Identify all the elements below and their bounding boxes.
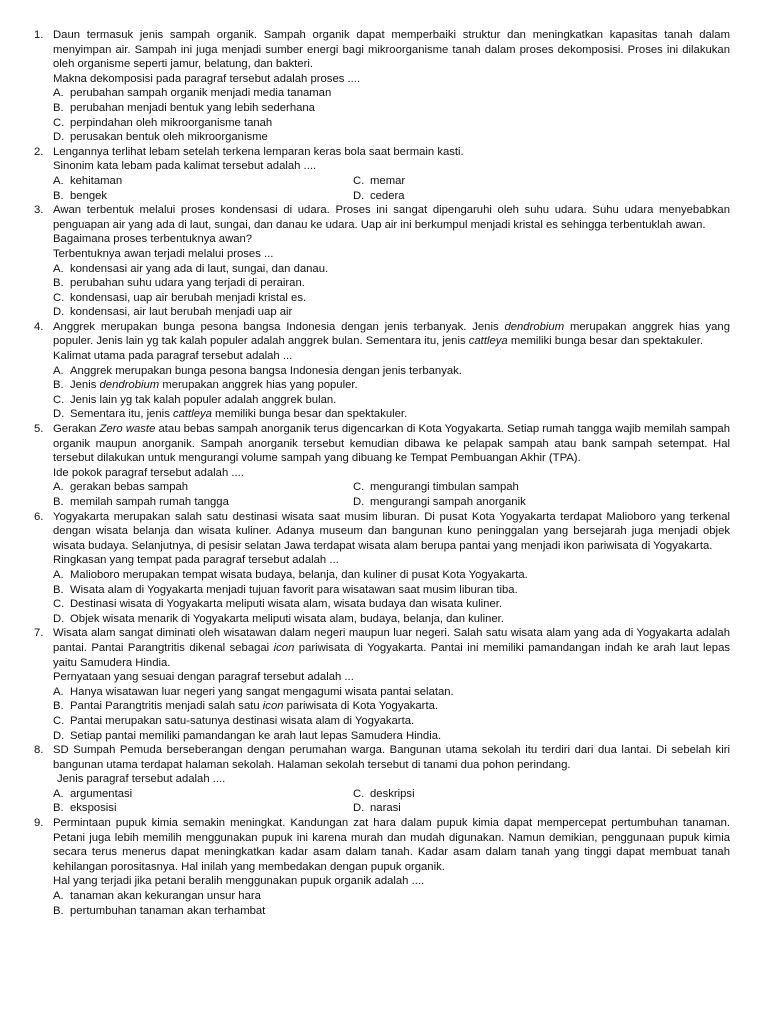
question-prompt: Hal yang terjadi jika petani beralih menggunakan pupuk organik adalah .... xyxy=(53,875,425,888)
option-b[interactable] xyxy=(53,699,730,714)
option-label: A. xyxy=(53,87,64,100)
option-label: A. xyxy=(53,262,64,275)
italic-term: cattleya xyxy=(468,335,508,348)
question-prompt: Ringkasan yang tempat pada paragraf tersebut adalah ... xyxy=(53,554,339,567)
option-d[interactable] xyxy=(53,305,730,320)
option-list xyxy=(53,364,730,422)
option-label: A. xyxy=(53,890,64,903)
question-number: 2. xyxy=(34,145,44,158)
option-label: A. xyxy=(53,685,64,698)
option-text: Anggrek merupakan bunga pesona bangsa Indonesia dengan jenis terbanyak. xyxy=(70,364,462,377)
option-label: C. xyxy=(53,598,65,611)
question-number: 3. xyxy=(34,204,44,217)
italic-term: cattleya xyxy=(172,408,212,421)
option-list xyxy=(53,262,730,320)
italic-term: Zero waste xyxy=(99,423,156,436)
option-a[interactable] xyxy=(53,889,730,904)
passage-text: Gerakan xyxy=(53,423,100,436)
option-label: C. xyxy=(353,174,365,187)
option-label: B. xyxy=(53,802,64,815)
option-label: A. xyxy=(53,568,64,581)
italic-term: dendrobium xyxy=(504,320,565,333)
option-text: kondensasi, uap air berubah menjadi kristal es. xyxy=(70,291,307,304)
question-prompt: Pernyataan yang sesuai dengan paragraf tersebut adalah ... xyxy=(53,671,354,684)
option-label: A. xyxy=(53,174,64,187)
option-text: kondensasi air yang ada di laut, sungai, dan danau. xyxy=(70,262,329,275)
option-label: C. xyxy=(353,787,365,800)
passage-text: merupakan anggrek hias yang populer. Jenis lain yg tak kalah populer adalah anggrek bulan. Sementara itu, jenis xyxy=(53,320,730,348)
option-b[interactable] xyxy=(53,495,353,510)
option-text: Setiap pantai memiliki pamandangan ke arah laut lepas Samudera Hindia. xyxy=(70,729,442,742)
question-4 xyxy=(0,320,768,422)
question-5 xyxy=(0,422,768,510)
option-c[interactable] xyxy=(353,480,730,495)
exam-sheet xyxy=(0,28,768,918)
question-prompt: Ide pokok paragraf tersebut adalah .... xyxy=(53,466,244,479)
option-c[interactable] xyxy=(53,597,730,612)
question-passage: Awan terbentuk melalui proses kondensasi di udara. Proses ini sangat dipengaruhi oleh suhu udara. Suhu udara menyebabkan penguapan air yang ada di laut, sungai, dan danau ke udara. Uap air ini berkumpul menjadi kristal es sehingga terbentuklah awan. xyxy=(53,204,730,231)
option-text: pariwisata di Kota Yogyakarta. xyxy=(283,700,439,713)
question-number: 5. xyxy=(34,423,44,436)
option-text: bengek xyxy=(70,189,108,202)
option-label: B. xyxy=(53,101,64,114)
option-text: Objek wisata menarik di Yogyakarta meliputi wisata alam, budaya, belanja, dan kuliner. xyxy=(70,612,504,625)
option-a[interactable] xyxy=(53,685,730,700)
option-text: Sementara itu, jenis xyxy=(70,408,173,421)
option-label: A. xyxy=(53,787,64,800)
option-text: pertumbuhan tanaman akan terhambat xyxy=(70,904,266,917)
option-label: D. xyxy=(53,612,65,625)
question-7 xyxy=(0,626,768,743)
option-a[interactable] xyxy=(53,568,730,583)
option-a[interactable] xyxy=(53,480,353,495)
option-b[interactable] xyxy=(53,189,353,204)
question-passage: SD Sumpah Pemuda berseberangan dengan perumahan warga. Bangunan utama sekolah itu terdiri dari dua lantai. Di sebelah kiri bangunan utama terdapat halaman sekolah. Halaman sekolah tersebut di tanami dua pohon perindang. xyxy=(53,744,730,771)
option-text: mengurangi sampah anorganik xyxy=(370,496,526,508)
option-text: cedera xyxy=(370,189,405,202)
option-text: deskripsi xyxy=(370,787,415,800)
option-label: B. xyxy=(53,583,64,596)
option-text: kehitaman xyxy=(70,174,123,187)
option-text: argumentasi xyxy=(70,787,133,800)
option-label: C. xyxy=(53,116,65,129)
passage-text: Wisata alam sangat diminati oleh wisatawan dalam negeri maupun luar negeri. Salah satu wisata alam yang ada di Yogyakarta adalah pantai. Pantai Parangtritis dikenal sebagai xyxy=(53,627,730,654)
option-c[interactable] xyxy=(53,393,730,408)
question-8 xyxy=(0,743,768,816)
option-text: Pantai Parangtritis menjadi salah satu xyxy=(70,700,263,713)
question-passage: Yogyakarta merupakan salah satu destinasi wisata saat musim liburan. Di pusat Kota Yogyakarta terdapat Malioboro yang terkenal dengan wisata belanja dan wisata kuliner. Adanya museum dan bangunan kuno peninggalan yang bersejarah juga menjadi objek wisata budaya. Selanjutnya, di pesisir selatan Jawa terdapat wisata alam berupa pantai yang menjadi ikon pariwisata di Yogyakarta. xyxy=(53,510,730,552)
option-d[interactable] xyxy=(353,189,730,204)
option-label: C. xyxy=(53,393,65,406)
question-prompt: Kalimat utama pada paragraf tersebut adalah ... xyxy=(53,350,293,363)
option-text: memiliki bunga besar dan spektakuler. xyxy=(211,408,408,421)
question-2 xyxy=(0,145,768,203)
italic-term: icon xyxy=(262,700,284,713)
option-a[interactable] xyxy=(53,86,730,101)
option-label: D. xyxy=(353,496,365,508)
question-number: 7. xyxy=(34,627,44,640)
question-prompt: Bagaimana proses terbentuknya awan? xyxy=(53,233,253,246)
option-d[interactable] xyxy=(53,612,730,627)
option-b[interactable] xyxy=(53,101,730,116)
question-number: 9. xyxy=(34,817,44,830)
option-b[interactable] xyxy=(53,378,730,393)
option-text: perusakan bentuk oleh mikroorganisme xyxy=(70,131,268,144)
question-passage: Permintaan pupuk kimia semakin meningkat. Kandungan zat hara dalam pupuk kimia dapat mempercepat pertumbuhan tanaman. Petani juga lebih memilih menggunakan pupuk ini karena murah dan mudah digunakan. Namun demikian, penggunaan pupuk kimia secara terus menerus dapat meningkatkan kadar asam dalam tanah. Kadar asam dalam tanah yang tinggi dapat membuat tanah kehilangan porositasnya. Hal inilah yang membedakan dengan pupuk organik. xyxy=(53,817,730,873)
option-text: Pantai merupakan satu-satunya destinasi wisata alam di Yogyakarta. xyxy=(70,714,415,727)
option-d[interactable] xyxy=(353,801,730,816)
question-number: 1. xyxy=(34,29,44,41)
option-b[interactable] xyxy=(53,276,730,291)
option-b[interactable] xyxy=(53,801,353,816)
option-text: mengurangi timbulan sampah xyxy=(370,481,519,494)
option-text: perpindahan oleh mikroorganisme tanah xyxy=(70,116,273,129)
question-number: 4. xyxy=(34,320,44,333)
option-text: tanaman akan kekurangan unsur hara xyxy=(70,890,261,903)
option-text: Destinasi wisata di Yogyakarta meliputi wisata alam, wisata budaya dan wisata kuliner. xyxy=(70,598,503,611)
option-label: B. xyxy=(53,904,64,917)
option-label: D. xyxy=(353,189,365,202)
option-b[interactable] xyxy=(53,904,730,919)
option-label: D. xyxy=(53,131,65,144)
option-list xyxy=(53,889,730,918)
option-text: Jenis xyxy=(70,379,100,392)
option-list xyxy=(53,86,730,144)
option-text: perubahan sampah organik menjadi media tanaman xyxy=(70,87,332,100)
option-label: B. xyxy=(53,700,64,713)
question-3 xyxy=(0,203,768,320)
passage-text: atau bebas sampah anorganik terus digencarkan di Kota Yogyakarta. Setiap rumah tangga wajib memilah sampah organik maupun anorganik. Sampah anorganik tersebut kemudian dibawa ke pelapak sampah atau bank sampah setempat. Hal tersebut dilakukan untuk mengurangi volume sampah yang dibuang ke Tempat Pembuangan Akhir (TPA). xyxy=(53,423,730,465)
option-label: B. xyxy=(53,189,64,202)
option-text: memar xyxy=(370,174,406,187)
italic-term: dendrobium xyxy=(99,379,160,392)
italic-term: icon xyxy=(273,641,295,654)
option-text: memilah sampah rumah tangga xyxy=(70,496,229,508)
option-a[interactable] xyxy=(53,364,730,379)
option-a[interactable] xyxy=(53,174,353,189)
option-d[interactable] xyxy=(53,130,730,145)
option-b[interactable] xyxy=(53,583,730,598)
option-c[interactable] xyxy=(53,291,730,306)
option-label: B. xyxy=(53,277,64,290)
question-6 xyxy=(0,510,768,627)
option-list xyxy=(53,685,730,743)
option-text: Hanya wisatawan luar negeri yang sangat mengagumi wisata pantai selatan. xyxy=(70,685,454,698)
question-passage: Daun termasuk jenis sampah organik. Sampah organik dapat memperbaiki struktur dan meningkatkan kapasitas tanah dalam menyimpan air. Sampah ini juga menjadi sumber energi bagi mikroorganisme tanah dalam proses dekomposisi. Proses ini dilakukan oleh organisme seperti jamur, belatung, dan bakteri. xyxy=(53,29,730,71)
option-text: Jenis lain yg tak kalah populer adalah anggrek bulan. xyxy=(70,393,337,406)
option-text: perubahan suhu udara yang terjadi di perairan. xyxy=(70,277,305,290)
option-text: merupakan anggrek hias yang populer. xyxy=(159,379,358,392)
question-passage: Lengannya terlihat lebam setelah terkena lemparan keras bola saat bermain kasti. xyxy=(53,145,464,158)
option-a[interactable] xyxy=(53,262,730,277)
question-1 xyxy=(0,28,768,145)
question-prompt: Makna dekomposisi pada paragraf tersebut adalah proses .... xyxy=(53,72,361,85)
option-list xyxy=(53,568,730,626)
passage-text: Anggrek merupakan bunga pesona bangsa Indonesia dengan jenis terbanyak. Jenis xyxy=(53,320,505,333)
option-label: D. xyxy=(53,729,65,742)
option-label: A. xyxy=(53,481,64,494)
option-grid xyxy=(53,480,730,509)
option-label: C. xyxy=(353,481,365,494)
passage-text: pariwisata di Yogyakarta. Pantai ini memiliki pamandangan indah ke arah laut lepas yaitu Samudera Hindia. xyxy=(53,641,731,669)
option-label: C. xyxy=(53,714,65,727)
question-number: 6. xyxy=(34,510,44,523)
option-text: kondensasi, air laut berubah menjadi uap air xyxy=(70,306,293,319)
question-number: 8. xyxy=(34,744,44,757)
question-9 xyxy=(0,816,768,918)
option-text: Wisata alam di Yogyakarta menjadi tujuan favorit para wisatawan saat musim liburan tiba. xyxy=(70,583,518,596)
option-label: A. xyxy=(53,364,64,377)
option-text: eksposisi xyxy=(70,802,117,815)
option-label: C. xyxy=(53,291,65,304)
option-label: D. xyxy=(53,306,65,319)
option-d[interactable] xyxy=(53,729,730,744)
question-passage xyxy=(53,626,730,670)
option-d[interactable] xyxy=(53,407,730,422)
option-a[interactable] xyxy=(53,787,353,802)
option-text: narasi xyxy=(370,802,401,815)
question-prompt: Jenis paragraf tersebut adalah .... xyxy=(57,773,226,786)
passage-text: memiliki bunga besar dan spektakuler. xyxy=(507,335,703,348)
option-label: B. xyxy=(53,379,64,392)
option-c[interactable] xyxy=(353,787,730,802)
option-label: D. xyxy=(353,802,365,815)
option-text: gerakan bebas sampah xyxy=(70,481,189,494)
option-label: B. xyxy=(53,496,64,508)
option-text: Malioboro merupakan tempat wisata budaya, belanja, dan kuliner di pusat Kota Yogyakarta. xyxy=(70,568,528,581)
question-passage xyxy=(53,422,730,466)
question-prompt: Sinonim kata lebam pada kalimat tersebut adalah .... xyxy=(53,160,317,173)
question-prompt: Terbentuknya awan terjadi melalui proses ... xyxy=(53,247,274,260)
option-d[interactable] xyxy=(353,495,730,510)
option-text: perubahan menjadi bentuk yang lebih sederhana xyxy=(70,101,315,114)
option-label: D. xyxy=(53,408,65,421)
option-c[interactable] xyxy=(353,174,730,189)
option-grid xyxy=(53,174,730,203)
option-c[interactable] xyxy=(53,116,730,131)
option-c[interactable] xyxy=(53,714,730,729)
option-grid xyxy=(53,787,730,816)
question-passage xyxy=(53,320,730,349)
